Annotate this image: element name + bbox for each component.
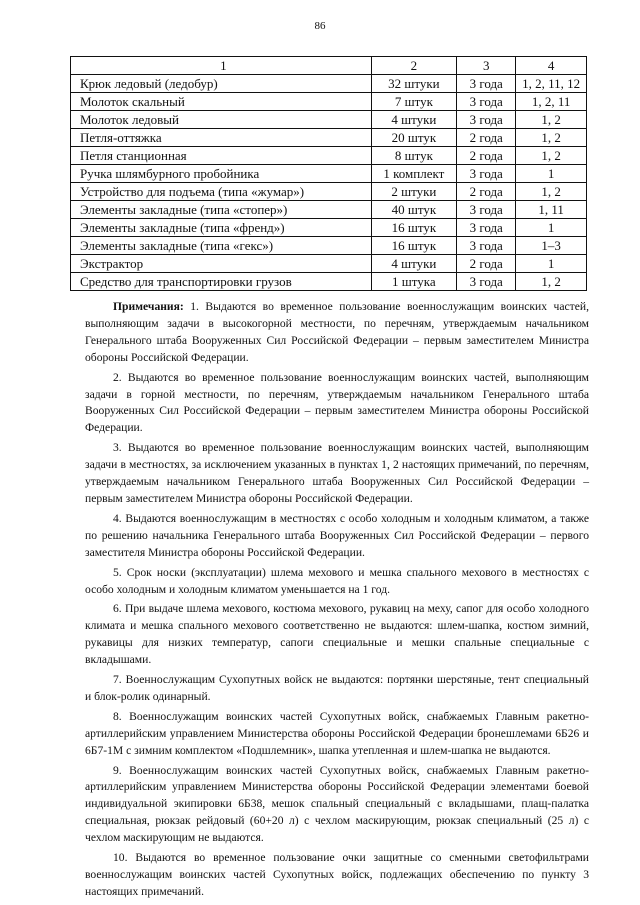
item-quantity: 16 штук bbox=[371, 219, 456, 237]
table-row bbox=[71, 111, 587, 129]
table-row bbox=[71, 201, 587, 219]
note-paragraph: 9. Военнослужащим воинских частей Сухопутных войск, снабжаемых Главным ракетно-артиллерийским управлением Министерства обороны Российской Федерации элементами боевой индивидуальной экипировки 6Б38, мешок спальный специальный с вкладышами, плащ-палатка специальная, рюкзак рейдовый (60+20 л) с чехлом маскирующим, рюкзак специальный (25 л) с чехлом маскирующим не выдаются. bbox=[85, 763, 589, 845]
notes-heading: Примечания: bbox=[113, 300, 184, 313]
item-quantity: 8 штук bbox=[371, 147, 456, 165]
item-notes: 1, 2 bbox=[516, 273, 587, 291]
item-notes: 1, 2 bbox=[516, 183, 587, 201]
item-name: Устройство для подъема (типа «жумар») bbox=[71, 183, 372, 201]
table-row bbox=[71, 75, 587, 93]
item-name: Экстрактор bbox=[71, 255, 372, 273]
table-row bbox=[71, 93, 587, 111]
item-term: 3 года bbox=[457, 201, 516, 219]
item-name: Элементы закладные (типа «стопер») bbox=[71, 201, 372, 219]
page-number: 86 bbox=[314, 20, 326, 32]
note-paragraph: 2. Выдаются во временное пользование военнослужащим воинских частей, выполняющим задачи в горной местности, по перечням, утверждаемым начальником Генерального штаба Вооруженных Сил Российской Федерации – первым заместителем Министра обороны Российской Федерации. bbox=[85, 370, 589, 435]
notes-section bbox=[85, 299, 589, 904]
item-name: Петля станционная bbox=[71, 147, 372, 165]
item-term: 3 года bbox=[457, 237, 516, 255]
table-header-row bbox=[71, 57, 587, 75]
table-row bbox=[71, 237, 587, 255]
item-quantity: 4 штуки bbox=[371, 111, 456, 129]
column-header: 3 bbox=[457, 57, 516, 75]
item-name: Элементы закладные (типа «френд») bbox=[71, 219, 372, 237]
table-row bbox=[71, 219, 587, 237]
table-row bbox=[71, 129, 587, 147]
item-quantity: 1 комплект bbox=[371, 165, 456, 183]
item-quantity: 32 штуки bbox=[371, 75, 456, 93]
item-term: 3 года bbox=[457, 273, 516, 291]
item-quantity: 16 штук bbox=[371, 237, 456, 255]
table-row bbox=[71, 147, 587, 165]
note-paragraph: 5. Срок носки (эксплуатации) шлема мехового и мешка спального мехового в местностях с особо холодным и холодным климатом уменьшается на 1 год. bbox=[85, 565, 589, 596]
item-notes: 1, 2 bbox=[516, 147, 587, 165]
column-header: 4 bbox=[516, 57, 587, 75]
item-term: 2 года bbox=[457, 255, 516, 273]
item-term: 3 года bbox=[457, 165, 516, 183]
item-term: 2 года bbox=[457, 183, 516, 201]
item-notes: 1, 2 bbox=[516, 129, 587, 147]
item-quantity: 40 штук bbox=[371, 201, 456, 219]
column-header: 2 bbox=[371, 57, 456, 75]
item-notes: 1, 2 bbox=[516, 111, 587, 129]
table-row bbox=[71, 255, 587, 273]
note-paragraph: 7. Военнослужащим Сухопутных войск не выдаются: портянки шерстяные, тент специальный и блок-ролик одинарный. bbox=[85, 673, 589, 703]
item-notes: 1, 2, 11 bbox=[516, 93, 587, 111]
item-name: Элементы закладные (типа «гекс») bbox=[71, 237, 372, 255]
item-notes: 1, 2, 11, 12 bbox=[516, 75, 587, 93]
item-term: 3 года bbox=[457, 111, 516, 129]
supply-table bbox=[70, 56, 587, 291]
item-quantity: 4 штуки bbox=[371, 255, 456, 273]
item-notes: 1, 11 bbox=[516, 201, 587, 219]
note-paragraph: 10. Выдаются во временное пользование очки защитные со сменными светофильтрами военнослужащим воинских частей Сухопутных войск, подлежащих обеспечению по пункту 3 настоящих примечаний. bbox=[85, 851, 589, 898]
item-name: Молоток ледовый bbox=[71, 111, 372, 129]
item-term: 3 года bbox=[457, 93, 516, 111]
note-paragraph: 8. Военнослужащим воинских частей Сухопутных войск, снабжаемых Главным ракетно-артиллерийским управлением Министерства обороны Российской Федерации бронешлемами 6Б26 и 6Б7-1М с зимним комплектом «Подшлемник», шапка утепленная и шлем-шапка не выдаются. bbox=[85, 709, 589, 757]
item-term: 3 года bbox=[457, 219, 516, 237]
table-row bbox=[71, 183, 587, 201]
item-term: 2 года bbox=[457, 147, 516, 165]
item-name: Средство для транспортировки грузов bbox=[71, 273, 372, 291]
table-row bbox=[71, 273, 587, 291]
note-paragraph bbox=[85, 299, 589, 367]
item-quantity: 20 штук bbox=[371, 129, 456, 147]
item-name: Крюк ледовый (ледобур) bbox=[71, 75, 372, 93]
note-text: 1. Выдаются во временное пользование военнослужащим воинских частей, выполняющим задачи в высокогорной местности, по перечням, утверждаемым начальником Генерального штаба Вооруженных Сил Российской Федерации – первым заместителем Министра обороны Российской Федерации. bbox=[85, 300, 589, 364]
item-name: Петля-оттяжка bbox=[71, 129, 372, 147]
item-quantity: 7 штук bbox=[371, 93, 456, 111]
table-row bbox=[71, 165, 587, 183]
item-notes: 1 bbox=[516, 255, 587, 273]
item-notes: 1 bbox=[516, 165, 587, 183]
item-term: 2 года bbox=[457, 129, 516, 147]
note-paragraph: 6. При выдаче шлема мехового, костюма мехового, рукавиц на меху, сапог для особо холодного климата и мешка спального мехового соответственно не выдаются: шлем-шапка, костюм зимний, рукавицы для низких температур, сапоги специальные и мешки спальные специальные с вкладышами. bbox=[85, 602, 589, 667]
item-name: Ручка шлямбурного пробойника bbox=[71, 165, 372, 183]
item-quantity: 2 штуки bbox=[371, 183, 456, 201]
item-name: Молоток скальный bbox=[71, 93, 372, 111]
note-paragraph: 3. Выдаются во временное пользование военнослужащим воинских частей, выполняющим задачи в местностях, за исключением указанных в пунктах 1, 2 настоящих примечаний, по перечням, утверждаемым начальником Генерального штаба Вооруженных Сил Российской Федерации – первым заместителем Министра обороны Российской Федерации. bbox=[85, 441, 589, 505]
column-header: 1 bbox=[71, 57, 372, 75]
item-notes: 1 bbox=[516, 219, 587, 237]
item-quantity: 1 штука bbox=[371, 273, 456, 291]
item-notes: 1–3 bbox=[516, 237, 587, 255]
note-paragraph: 4. Выдаются военнослужащим в местностях с особо холодным и холодным климатом, а также по решению начальника Генерального штаба Вооруженных Сил Российской Федерации – первого заместителя Министра обороны Российской Федерации. bbox=[85, 511, 589, 559]
item-term: 3 года bbox=[457, 75, 516, 93]
